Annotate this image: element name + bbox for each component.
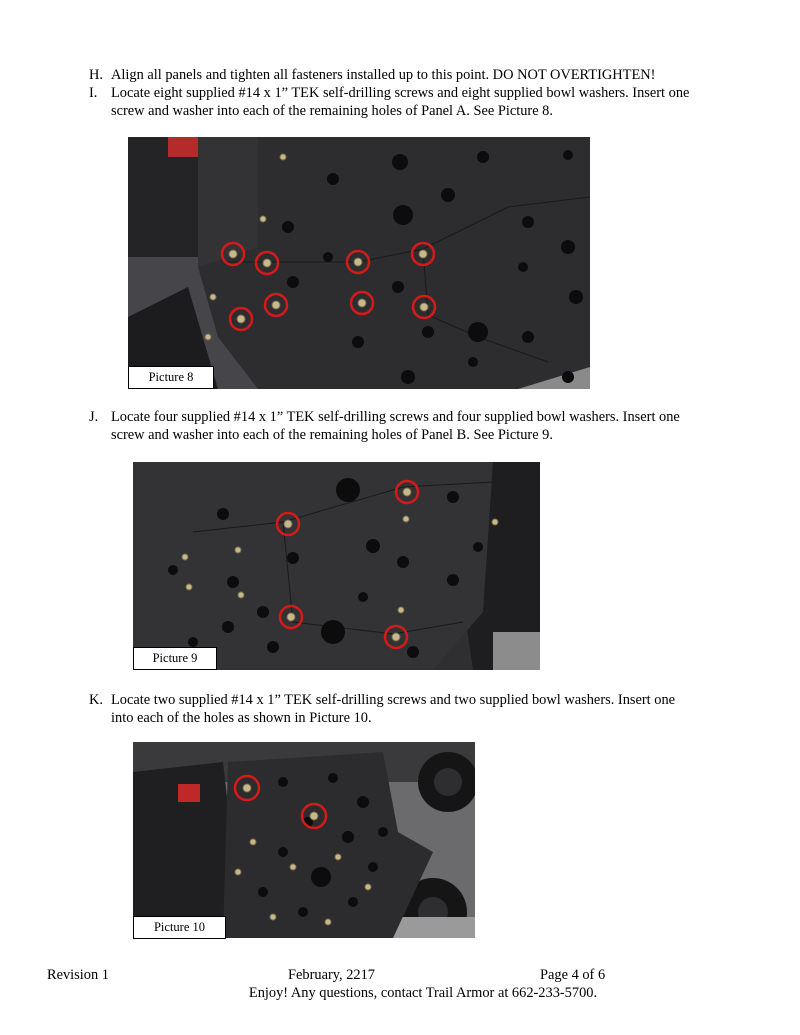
step-text-line: into each of the holes as shown in Picture 10. xyxy=(111,710,372,726)
step-h xyxy=(89,66,769,84)
picture-10-photo xyxy=(133,742,475,938)
step-text-line: Locate eight supplied #14 x 1” TEK self-drilling screws and eight supplied bowl washers. Insert one xyxy=(111,85,690,101)
step-text: Align all panels and tighten all fasteners installed up to this point. DO NOT OVERTIGHTEN! xyxy=(111,67,656,83)
footer-page-number: Page 4 of 6 xyxy=(540,967,606,983)
step-letter: H. xyxy=(89,67,103,83)
step-i xyxy=(89,84,769,120)
picture-10-caption: Picture 10 xyxy=(133,916,226,939)
picture-8-caption: Picture 8 xyxy=(128,366,214,389)
footer-contact: Enjoy! Any questions, contact Trail Armor at 662-233-5700. xyxy=(248,985,598,1001)
step-text-line: screw and washer into each of the remaining holes of Panel B. See Picture 9. xyxy=(111,427,553,443)
picture-8-photo xyxy=(128,137,590,389)
step-letter: K. xyxy=(89,692,103,708)
step-k xyxy=(89,691,769,727)
step-j xyxy=(89,408,769,444)
picture-9-caption: Picture 9 xyxy=(133,647,217,670)
step-text-line: screw and washer into each of the remaining holes of Panel A. See Picture 8. xyxy=(111,103,553,119)
step-letter: I. xyxy=(89,85,98,101)
picture-9-photo xyxy=(133,462,540,670)
step-text-line: Locate four supplied #14 x 1” TEK self-drilling screws and four supplied bowl washers. Insert one xyxy=(111,409,680,425)
step-letter: J. xyxy=(89,409,99,425)
footer-revision: Revision 1 xyxy=(47,967,109,983)
step-text-line: Locate two supplied #14 x 1” TEK self-drilling screws and two supplied bowl washers. Insert one xyxy=(111,692,676,708)
footer-date: February, 2217 xyxy=(288,967,375,983)
